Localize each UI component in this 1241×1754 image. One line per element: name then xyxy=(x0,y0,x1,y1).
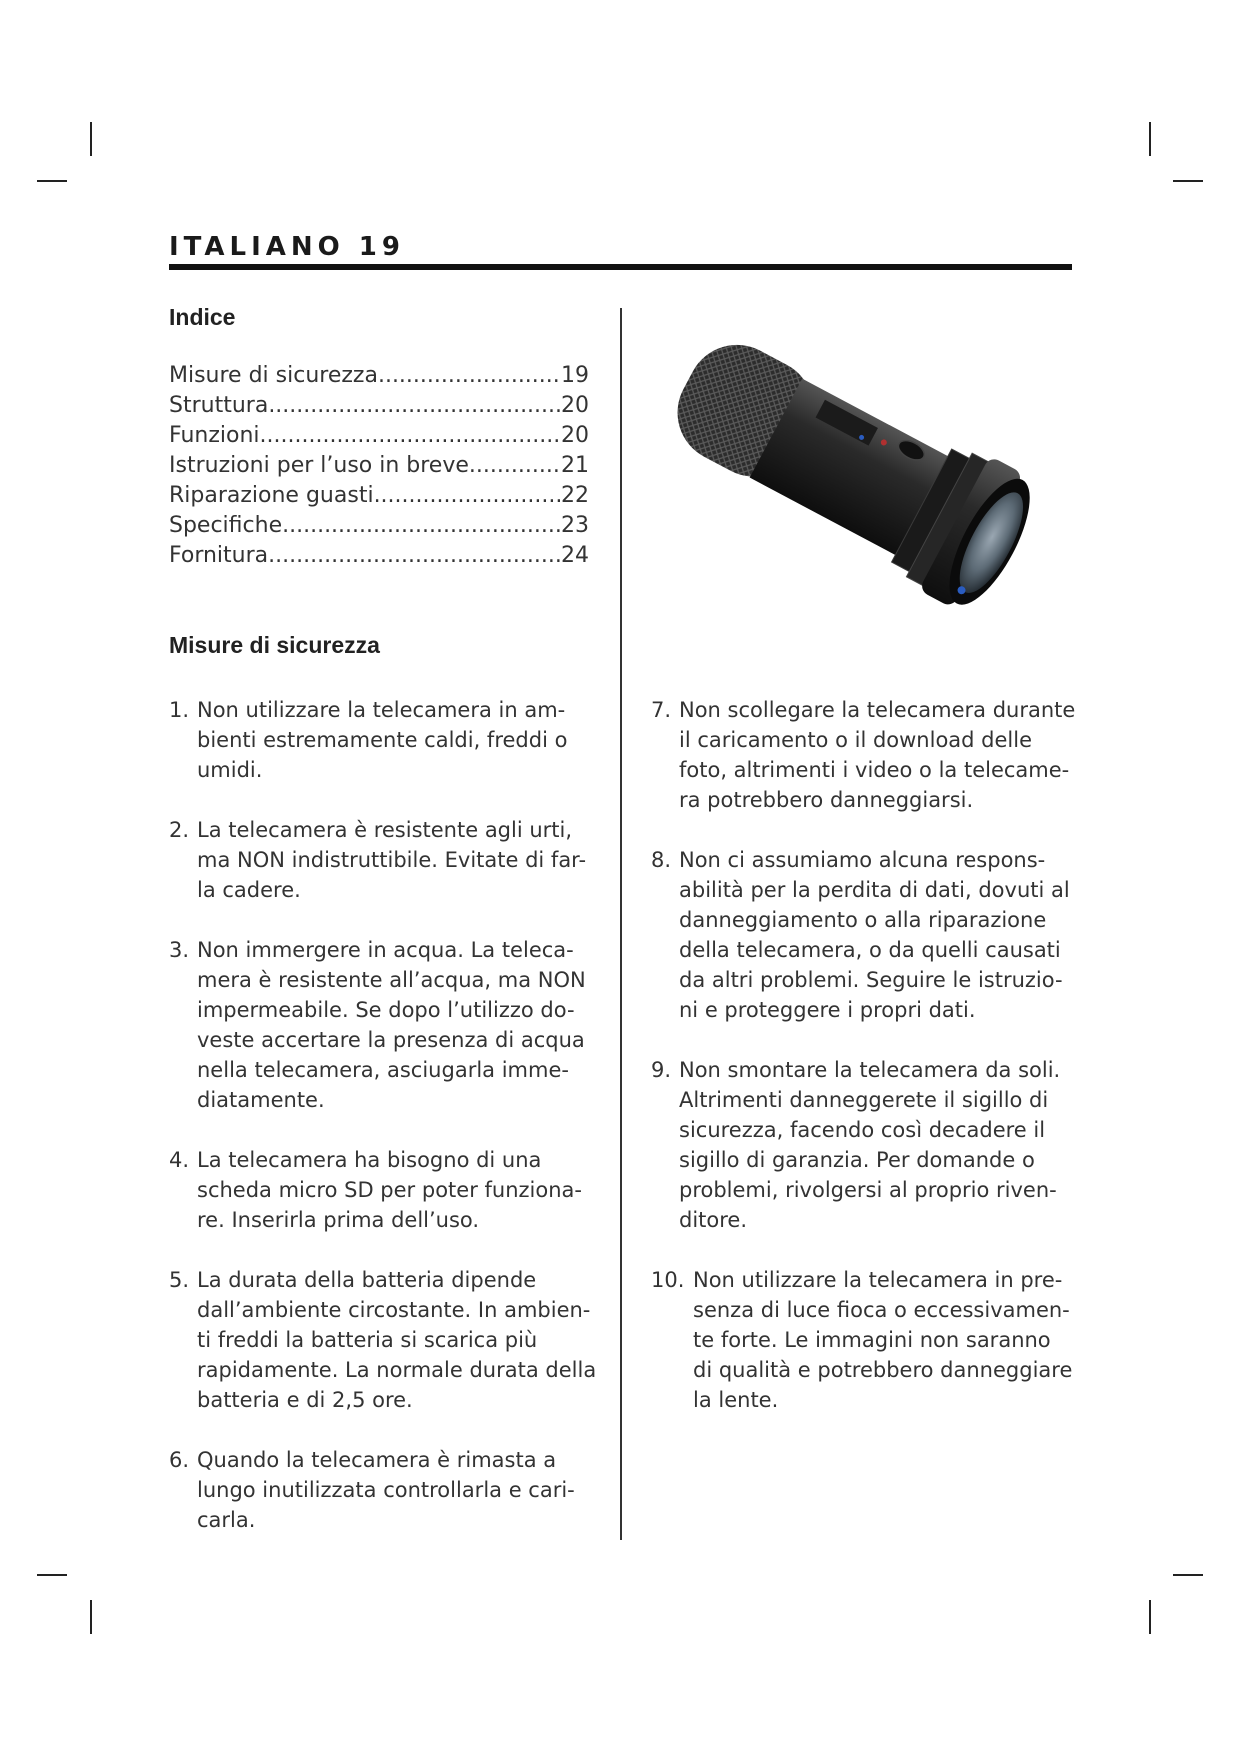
toc-leader xyxy=(469,453,561,478)
safety-list-left xyxy=(169,695,599,1565)
item-number: 6. xyxy=(169,1448,190,1472)
list-item xyxy=(169,695,599,785)
toc-label: Riparazione guasti xyxy=(169,483,374,508)
item-text: Non scollegare la telecamera durante il caricamento o il download delle foto, altrimenti i video o la telecame-ra potrebbero danneggiarsi. xyxy=(679,698,1076,812)
item-number: 5. xyxy=(169,1268,190,1292)
safety-heading: Misure di sicurezza xyxy=(169,632,380,658)
item-number: 2. xyxy=(169,818,190,842)
page-header xyxy=(169,232,1072,262)
toc-leader xyxy=(268,543,561,568)
list-item xyxy=(651,695,1076,815)
toc-page: 22 xyxy=(561,483,589,508)
crop-mark xyxy=(1173,180,1203,182)
toc-entry[interactable] xyxy=(169,393,589,423)
list-item xyxy=(169,815,599,905)
list-item xyxy=(651,1055,1076,1235)
toc-page: 20 xyxy=(561,423,589,448)
toc-entry[interactable] xyxy=(169,453,589,483)
item-number: 10. xyxy=(651,1268,685,1292)
list-item xyxy=(169,935,599,1115)
item-text: La telecamera ha bisogno di una scheda micro SD per poter funziona-re. Inserirla prima dell’uso. xyxy=(197,1148,582,1232)
item-text: Quando la telecamera è rimasta a lungo inutilizzata controllarla e cari-carla. xyxy=(197,1448,575,1532)
toc-entry[interactable] xyxy=(169,543,589,573)
item-text: La durata della batteria dipende dall’ambiente circostante. In ambien-ti freddi la batteria si scarica più rapidamente. La normale durata della batteria e di 2,5 ore. xyxy=(197,1268,597,1412)
crop-mark xyxy=(90,1600,92,1634)
item-number: 4. xyxy=(169,1148,190,1172)
toc-entry[interactable] xyxy=(169,513,589,543)
crop-mark xyxy=(90,122,92,156)
item-text: Non utilizzare la telecamera in pre-senza di luce fioca o eccessivamen-te forte. Le immagini non saranno di qualità e potrebbero danneggiare la lente. xyxy=(693,1268,1073,1412)
toc-label: Fornitura xyxy=(169,543,269,568)
crop-mark xyxy=(1149,1600,1151,1634)
column-divider xyxy=(620,308,622,1540)
toc-entry[interactable] xyxy=(169,423,589,453)
index-heading: Indice xyxy=(169,304,236,330)
toc-page: 24 xyxy=(561,543,589,568)
list-item xyxy=(651,845,1076,1025)
toc-leader xyxy=(260,423,561,448)
toc-label: Struttura xyxy=(169,393,269,418)
toc-page: 21 xyxy=(561,453,589,478)
item-text: Non smontare la telecamera da soli. Altrimenti danneggerete il sigillo di sicurezza, facendo così decadere il sigillo di garanzia. Per domande o problemi, rivolgersi al proprio riven-ditore. xyxy=(679,1058,1061,1232)
toc-label: Istruzioni per l’uso in breve xyxy=(169,453,469,478)
toc-label: Specifiche xyxy=(169,513,283,538)
item-number: 1. xyxy=(169,698,190,722)
toc-leader xyxy=(282,513,561,538)
toc-label: Funzioni xyxy=(169,423,260,448)
crop-mark xyxy=(37,1574,67,1576)
item-number: 3. xyxy=(169,938,190,962)
header-rule xyxy=(169,264,1072,270)
item-text: La telecamera è resistente agli urti, ma NON indistruttibile. Evitate di far-la cadere. xyxy=(197,818,587,902)
page-title: ITALIANO 19 xyxy=(169,232,405,262)
toc-entry[interactable] xyxy=(169,363,589,393)
item-number: 9. xyxy=(651,1058,672,1082)
toc-leader xyxy=(378,363,561,388)
crop-mark xyxy=(1173,1574,1203,1576)
item-text: Non ci assumiamo alcuna respons-abilità per la perdita di dati, dovuti al danneggiamento o alla riparazione della telecamera, o da quelli causati da altri problemi. Seguire le istruzio-ni e proteggere i propri dati. xyxy=(679,848,1070,1022)
list-item xyxy=(651,1265,1076,1415)
toc-page: 23 xyxy=(561,513,589,538)
crop-mark xyxy=(37,180,67,182)
crop-mark xyxy=(1149,122,1151,156)
toc-page: 20 xyxy=(561,393,589,418)
toc-page: 19 xyxy=(561,363,589,388)
item-number: 7. xyxy=(651,698,672,722)
toc-label: Misure di sicurezza xyxy=(169,363,378,388)
list-item xyxy=(169,1445,599,1535)
item-text: Non immergere in acqua. La teleca-mera è resistente all’acqua, ma NON impermeabile. Se dopo l’utilizzo do-veste accertare la presenza di acqua nella telecamera, asciugarla imme-diatamente. xyxy=(197,938,586,1112)
table-of-contents xyxy=(169,363,589,573)
item-text: Non utilizzare la telecamera in am-bienti estremamente caldi, freddi o umidi. xyxy=(197,698,568,782)
list-item xyxy=(169,1265,599,1415)
safety-list-right xyxy=(651,695,1076,1445)
toc-entry[interactable] xyxy=(169,483,589,513)
toc-leader xyxy=(268,393,561,418)
item-number: 8. xyxy=(651,848,672,872)
camera-product-image xyxy=(640,318,1080,648)
list-item xyxy=(169,1145,599,1235)
toc-leader xyxy=(374,483,561,508)
